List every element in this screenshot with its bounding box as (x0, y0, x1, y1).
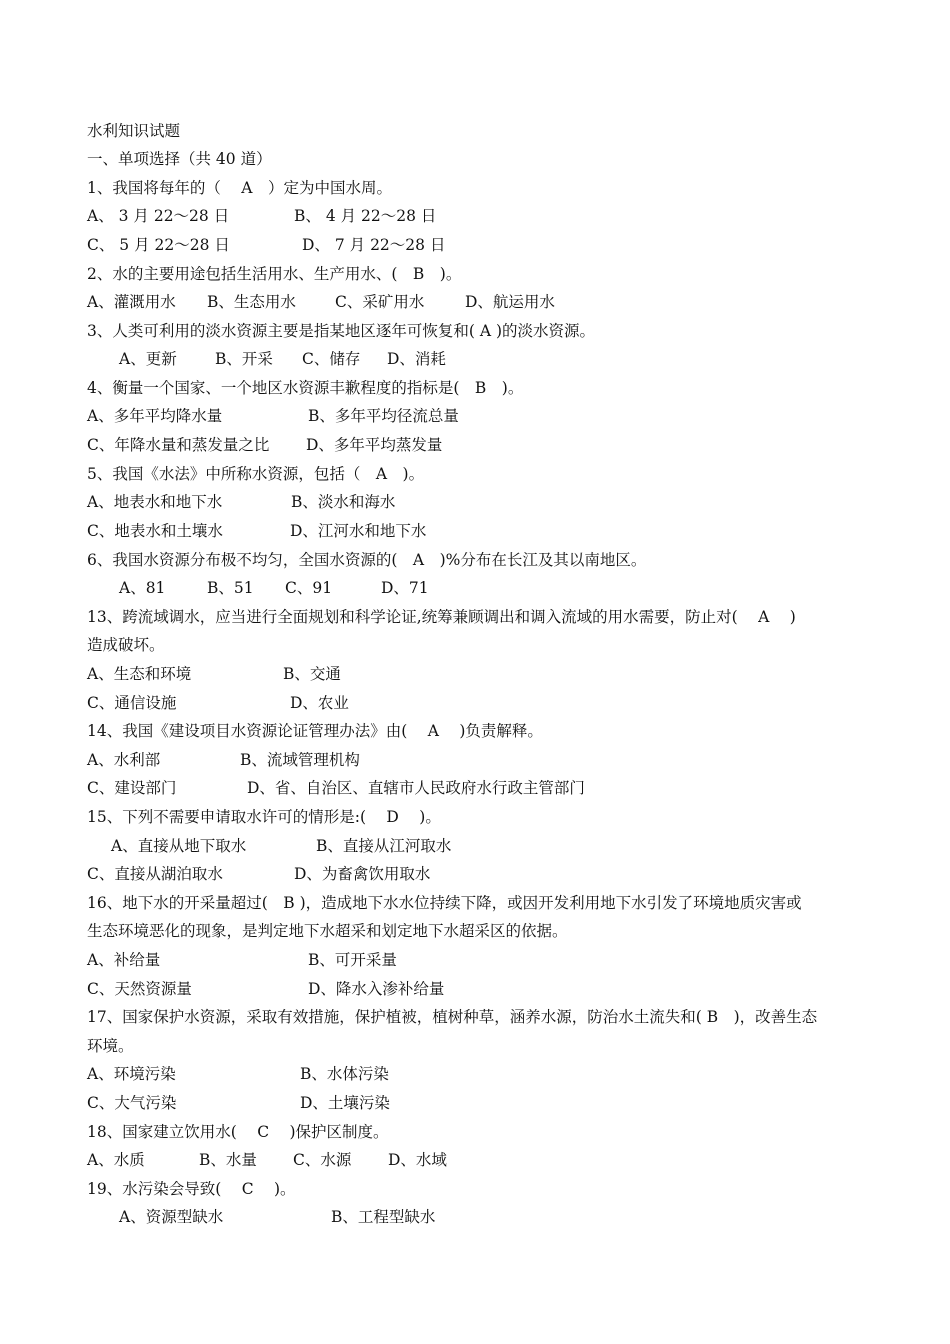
option-b: B、直接从江河取水 (316, 837, 452, 855)
option-c: C、直接从湖泊取水 (87, 865, 223, 883)
option-c: C、91 (285, 579, 333, 597)
option-d: D、多年平均蒸发量 (306, 436, 443, 454)
option-a: A、资源型缺水 (119, 1208, 224, 1226)
option-c: C、建设部门 (87, 779, 177, 797)
option-a: A、地表水和地下水 (87, 493, 223, 511)
document-title: 水利知识试题 (87, 122, 181, 140)
option-b: B、51 (207, 579, 254, 597)
option-d: D、 7 月 22～28 日 (302, 236, 446, 254)
option-d: D、降水入渗补给量 (308, 980, 445, 998)
question-15: 15、下列不需要申请取水许可的情形是:( D )。 (87, 808, 441, 826)
question-13-continued: 造成破坏。 (87, 636, 165, 654)
option-a: A、 3 月 22～28 日 (87, 207, 230, 225)
option-c: C、水源 (293, 1151, 352, 1169)
question-5: 5、我国《水法》中所称水资源，包括（ A )。 (87, 465, 425, 483)
option-b: B、生态用水 (207, 293, 296, 311)
question-14: 14、我国《建设项目水资源论证管理办法》由( A )负责解释。 (87, 722, 543, 740)
section-heading: 一、单项选择（共 40 道） (87, 150, 272, 168)
option-d: D、消耗 (387, 350, 446, 368)
question-17: 17、国家保护水资源，采取有效措施，保护植被，植树种草，涵养水源，防治水土流失和( B )，改善生态 (87, 1008, 818, 1026)
question-6: 6、我国水资源分布极不均匀，全国水资源的( A )%分布在长江及其以南地区。 (87, 551, 647, 569)
question-16-continued: 生态环境恶化的现象，是判定地下水超采和划定地下水超采区的依据。 (87, 922, 568, 940)
option-c: C、大气污染 (87, 1094, 177, 1112)
option-d: D、省、自治区、直辖市人民政府水行政主管部门 (247, 779, 585, 797)
option-a: A、生态和环境 (87, 665, 192, 683)
option-b: B、开采 (215, 350, 273, 368)
option-a: A、更新 (119, 350, 177, 368)
question-13: 13、跨流域调水，应当进行全面规划和科学论证,统筹兼顾调出和调入流域的用水需要，防止对( A ) (87, 608, 796, 626)
option-c: C、地表水和土壤水 (87, 522, 223, 540)
option-a: A、81 (119, 579, 166, 597)
option-c: C、储存 (302, 350, 361, 368)
option-c: C、采矿用水 (335, 293, 425, 311)
option-a: A、水质 (87, 1151, 145, 1169)
option-c: C、天然资源量 (87, 980, 192, 998)
option-b: B、淡水和海水 (291, 493, 396, 511)
option-b: B、工程型缺水 (331, 1208, 436, 1226)
option-d: D、农业 (290, 694, 349, 712)
question-18: 18、国家建立饮用水( C )保护区制度。 (87, 1123, 389, 1141)
option-d: D、71 (381, 579, 429, 597)
option-d: D、航运用水 (465, 293, 555, 311)
option-d: D、土壤污染 (300, 1094, 390, 1112)
option-a: A、灌溉用水 (87, 293, 176, 311)
option-a: A、补给量 (87, 951, 161, 969)
question-3: 3、人类可利用的淡水资源主要是指某地区逐年可恢复和( A )的淡水资源。 (87, 322, 596, 340)
option-a: A、直接从地下取水 (111, 837, 247, 855)
option-d: D、水域 (388, 1151, 447, 1169)
option-c: C、年降水量和蒸发量之比 (87, 436, 270, 454)
option-a: A、多年平均降水量 (87, 407, 223, 425)
option-b: B、交通 (283, 665, 341, 683)
option-d: D、为畜禽饮用取水 (294, 865, 431, 883)
question-1: 1、我国将每年的（ A ）定为中国水周。 (87, 179, 392, 197)
option-b: B、可开采量 (308, 951, 397, 969)
question-2: 2、水的主要用途包括生活用水、生产用水、( B )。 (87, 265, 462, 283)
option-a: A、水利部 (87, 751, 161, 769)
option-b: B、水量 (199, 1151, 257, 1169)
question-4: 4、衡量一个国家、一个地区水资源丰歉程度的指标是( B )。 (87, 379, 524, 397)
option-b: B、水体污染 (300, 1065, 389, 1083)
option-c: C、 5 月 22～28 日 (87, 236, 230, 254)
option-c: C、通信设施 (87, 694, 177, 712)
question-17-continued: 环境。 (87, 1037, 134, 1055)
option-b: B、流域管理机构 (240, 751, 360, 769)
option-b: B、 4 月 22～28 日 (294, 207, 437, 225)
option-d: D、江河水和地下水 (290, 522, 427, 540)
option-b: B、多年平均径流总量 (308, 407, 459, 425)
question-19: 19、水污染会导致( C )。 (87, 1180, 296, 1198)
option-a: A、环境污染 (87, 1065, 176, 1083)
question-16: 16、地下水的开采量超过( B )，造成地下水水位持续下降，或因开发利用地下水引发了环境地质灾害或 (87, 894, 802, 912)
